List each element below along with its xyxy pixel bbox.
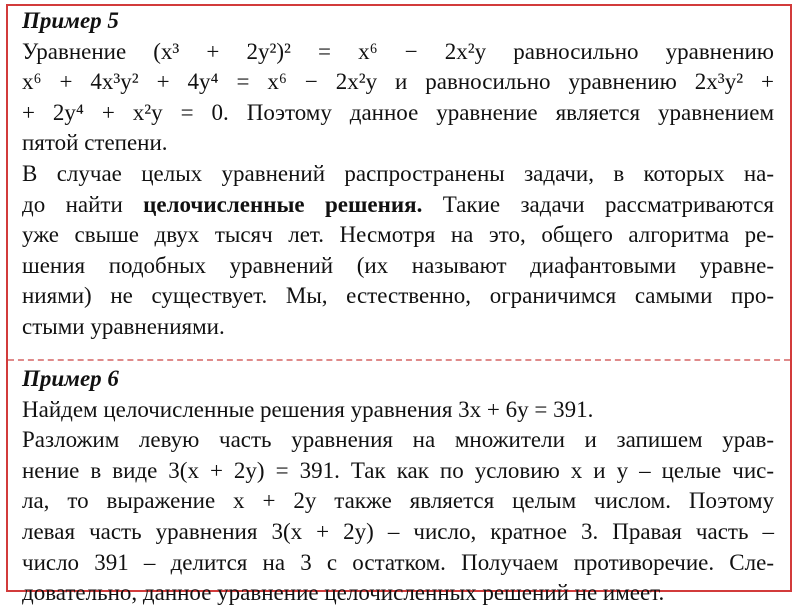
example-5-line-3: + 2y⁴ + x²y = 0. Поэтому данное уравнение является уравнением	[22, 99, 774, 125]
paragraph-line-2-a: до найти	[22, 191, 144, 217]
paragraph-line-3: уже свыше двух тысяч лет. Несмотря на это, общего алгоритма ре-	[22, 222, 774, 248]
paragraph-line-6: стыми уравнениями.	[22, 313, 225, 339]
section-divider	[8, 359, 790, 361]
example-6-line-5: левая часть уравнения 3(x + 2y) – число, кратное 3. Правая часть –	[22, 518, 774, 544]
example-5-line-4: пятой степени.	[22, 130, 168, 156]
example-6-line-6: число 391 – делится на 3 с остатком. Получаем противоречие. Сле-	[22, 549, 774, 575]
example-6-line-4: ла, то выражение x + 2y также является целым числом. Поэтому	[22, 488, 774, 514]
example-6-line-2: Разложим левую часть уравнения на множители и запишем урав-	[22, 427, 774, 453]
example-6-title: Пример 6	[22, 366, 119, 391]
term-integer-solutions: целочисленные решения.	[143, 191, 423, 217]
paragraph-line-2	[22, 190, 774, 221]
example-5-title: Пример 5	[22, 8, 119, 33]
example-5-block	[22, 6, 774, 343]
paragraph-line-4: шения подобных уравнений (их называют диафантовыми уравне-	[22, 252, 774, 278]
example-6-line-7: довательно, данное уравнение целочисленных решений не имеет.	[22, 580, 665, 606]
example-6-line-1: Найдем целочисленные решения уравнения 3x + 6y = 391.	[22, 396, 594, 422]
example-6-line-3: нение в виде 3(x + 2y) = 391. Так как по условию x и y – целые чис-	[22, 457, 774, 483]
paragraph-line-5: ниями) не существует. Мы, естественно, ограничимся самыми про-	[22, 283, 774, 309]
paragraph-line-2-c: Такие задачи рассматриваются	[422, 191, 775, 217]
example-5-line-2: x⁶ + 4x³y² + 4y⁴ = x⁶ − 2x²y и равносильно уравнению 2x³y² +	[22, 69, 774, 95]
example-5-line-1: Уравнение (x³ + 2y²)² = x⁶ − 2x²y равносильно уравнению	[22, 38, 774, 64]
example-6-block	[22, 364, 774, 609]
paragraph-line-1: В случае целых уравнений распространены задачи, в которых на-	[22, 160, 774, 186]
